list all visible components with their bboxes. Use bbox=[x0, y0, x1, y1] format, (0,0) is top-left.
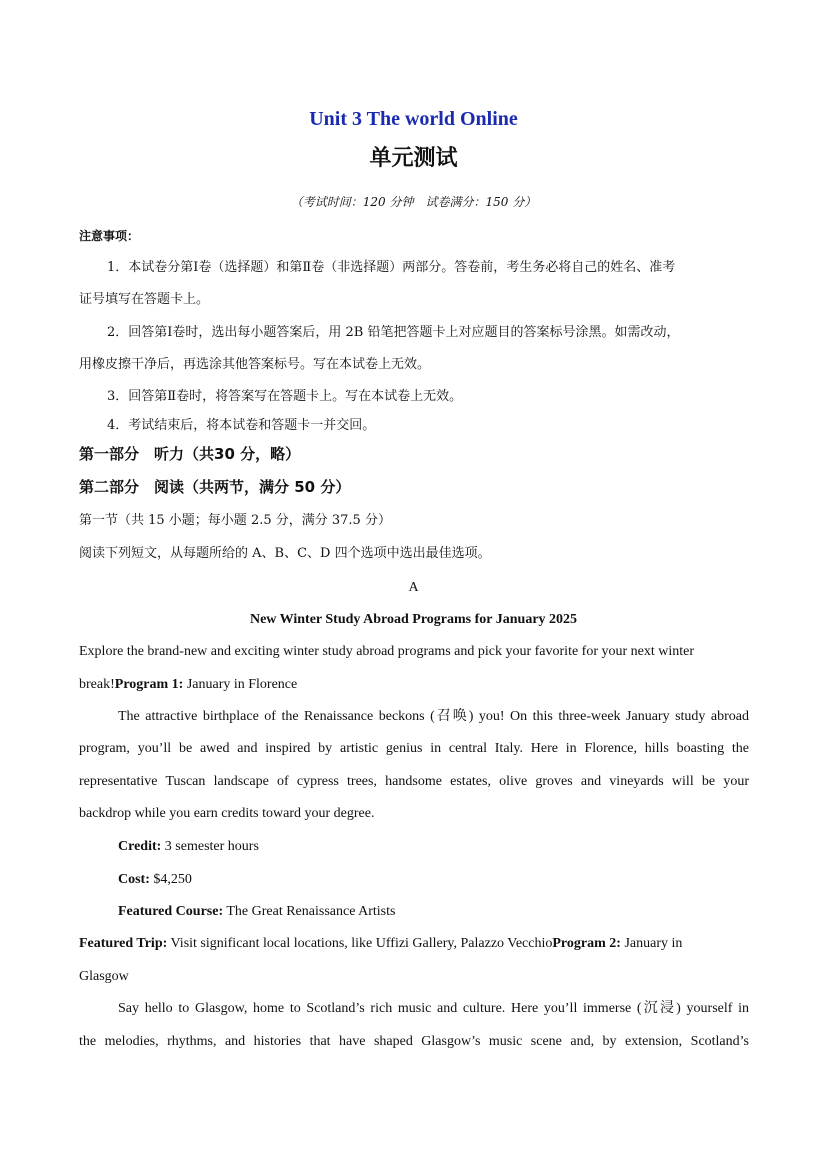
part2-heading: 第二部分 阅读（共两节，满分 50 分） bbox=[79, 478, 351, 496]
program2-name: January in bbox=[620, 936, 683, 951]
paragraph-line: backdrop while you earn credits toward your degree. bbox=[79, 806, 375, 821]
passage-title: New Winter Study Abroad Programs for January 2025 bbox=[249, 612, 578, 627]
credit-row bbox=[118, 838, 749, 856]
paragraph-line: the melodies, rhythms, and histories that have shaped Glasgow’s music scene and, by extension, Scotland’s bbox=[79, 1034, 749, 1049]
note-line: 2．回答第Ⅰ卷时，选出每小题答案后，用 2B 铅笔把答题卡上对应题目的答案标号涂黑。如需改动， bbox=[107, 325, 680, 340]
passage-letter: A bbox=[408, 580, 419, 595]
paragraph-line: representative Tuscan landscape of cypress trees, handsome estates, olive groves and vineyards will be your bbox=[79, 774, 749, 789]
notes-heading: 注意事项： bbox=[79, 229, 140, 243]
course-value: The Great Renaissance Artists bbox=[223, 904, 396, 919]
trip-value: Visit significant local locations, like Uffizi Gallery, Palazzo Vecchio bbox=[167, 936, 553, 951]
course-label: Featured Course: bbox=[118, 904, 224, 919]
paragraph-line: Say hello to Glasgow, home to Scotland’s rich music and culture. Here you’ll immerse (沉浸) yourself in bbox=[118, 1001, 749, 1016]
paragraph-line: The attractive birthplace of the Renaissance beckons (召唤) you! On this three-week January study abroad bbox=[118, 709, 749, 724]
cost-row bbox=[118, 871, 749, 889]
program1-label: Program 1: bbox=[114, 677, 184, 692]
exam-info: （考试时间：120 分钟 试卷满分：150 分） bbox=[290, 195, 537, 209]
cost-value: $4,250 bbox=[149, 872, 192, 887]
intro-line: Explore the brand-new and exciting winter study abroad programs and pick your favorite for your next winter bbox=[79, 644, 695, 659]
reading-instruction: 阅读下列短文，从每题所给的 A、B、C、D 四个选项中选出最佳选项。 bbox=[79, 546, 491, 561]
program1-name: January in Florence bbox=[183, 677, 298, 692]
program2-label: Program 2: bbox=[552, 936, 621, 951]
intro-tail: break! bbox=[79, 677, 115, 692]
document-title: Unit 3 The world Online bbox=[309, 108, 518, 130]
course-row bbox=[118, 903, 749, 921]
cost-label: Cost: bbox=[118, 872, 150, 887]
trip-row bbox=[79, 935, 749, 953]
note-line: 3．回答第Ⅱ卷时，将答案写在答题卡上。写在本试卷上无效。 bbox=[107, 389, 463, 404]
note-line: 证号填写在答题卡上。 bbox=[79, 292, 210, 307]
document-subtitle: 单元测试 bbox=[369, 146, 458, 171]
part1-heading: 第一部分 听力（共30 分，略） bbox=[79, 445, 301, 463]
credit-label: Credit: bbox=[118, 839, 162, 854]
credit-value: 3 semester hours bbox=[161, 839, 259, 854]
intro-line bbox=[79, 676, 749, 694]
note-line: 4．考试结束后，将本试卷和答题卡一并交回。 bbox=[107, 418, 376, 433]
paragraph-line: program, you’ll be awed and inspired by artistic genius in central Italy. Here in Florence, hills boasting the bbox=[79, 741, 749, 756]
note-line: 用橡皮擦干净后，再选涂其他答案标号。写在本试卷上无效。 bbox=[79, 357, 431, 372]
note-line: 1．本试卷分第Ⅰ卷（选择题）和第Ⅱ卷（非选择题）两部分。答卷前，考生务必将自己的姓名、准考 bbox=[107, 260, 676, 275]
section1-heading: 第一节（共 15 小题；每小题 2.5 分，满分 37.5 分） bbox=[79, 513, 391, 528]
trip-label: Featured Trip: bbox=[79, 936, 168, 951]
program2-name-cont: Glasgow bbox=[79, 969, 129, 984]
